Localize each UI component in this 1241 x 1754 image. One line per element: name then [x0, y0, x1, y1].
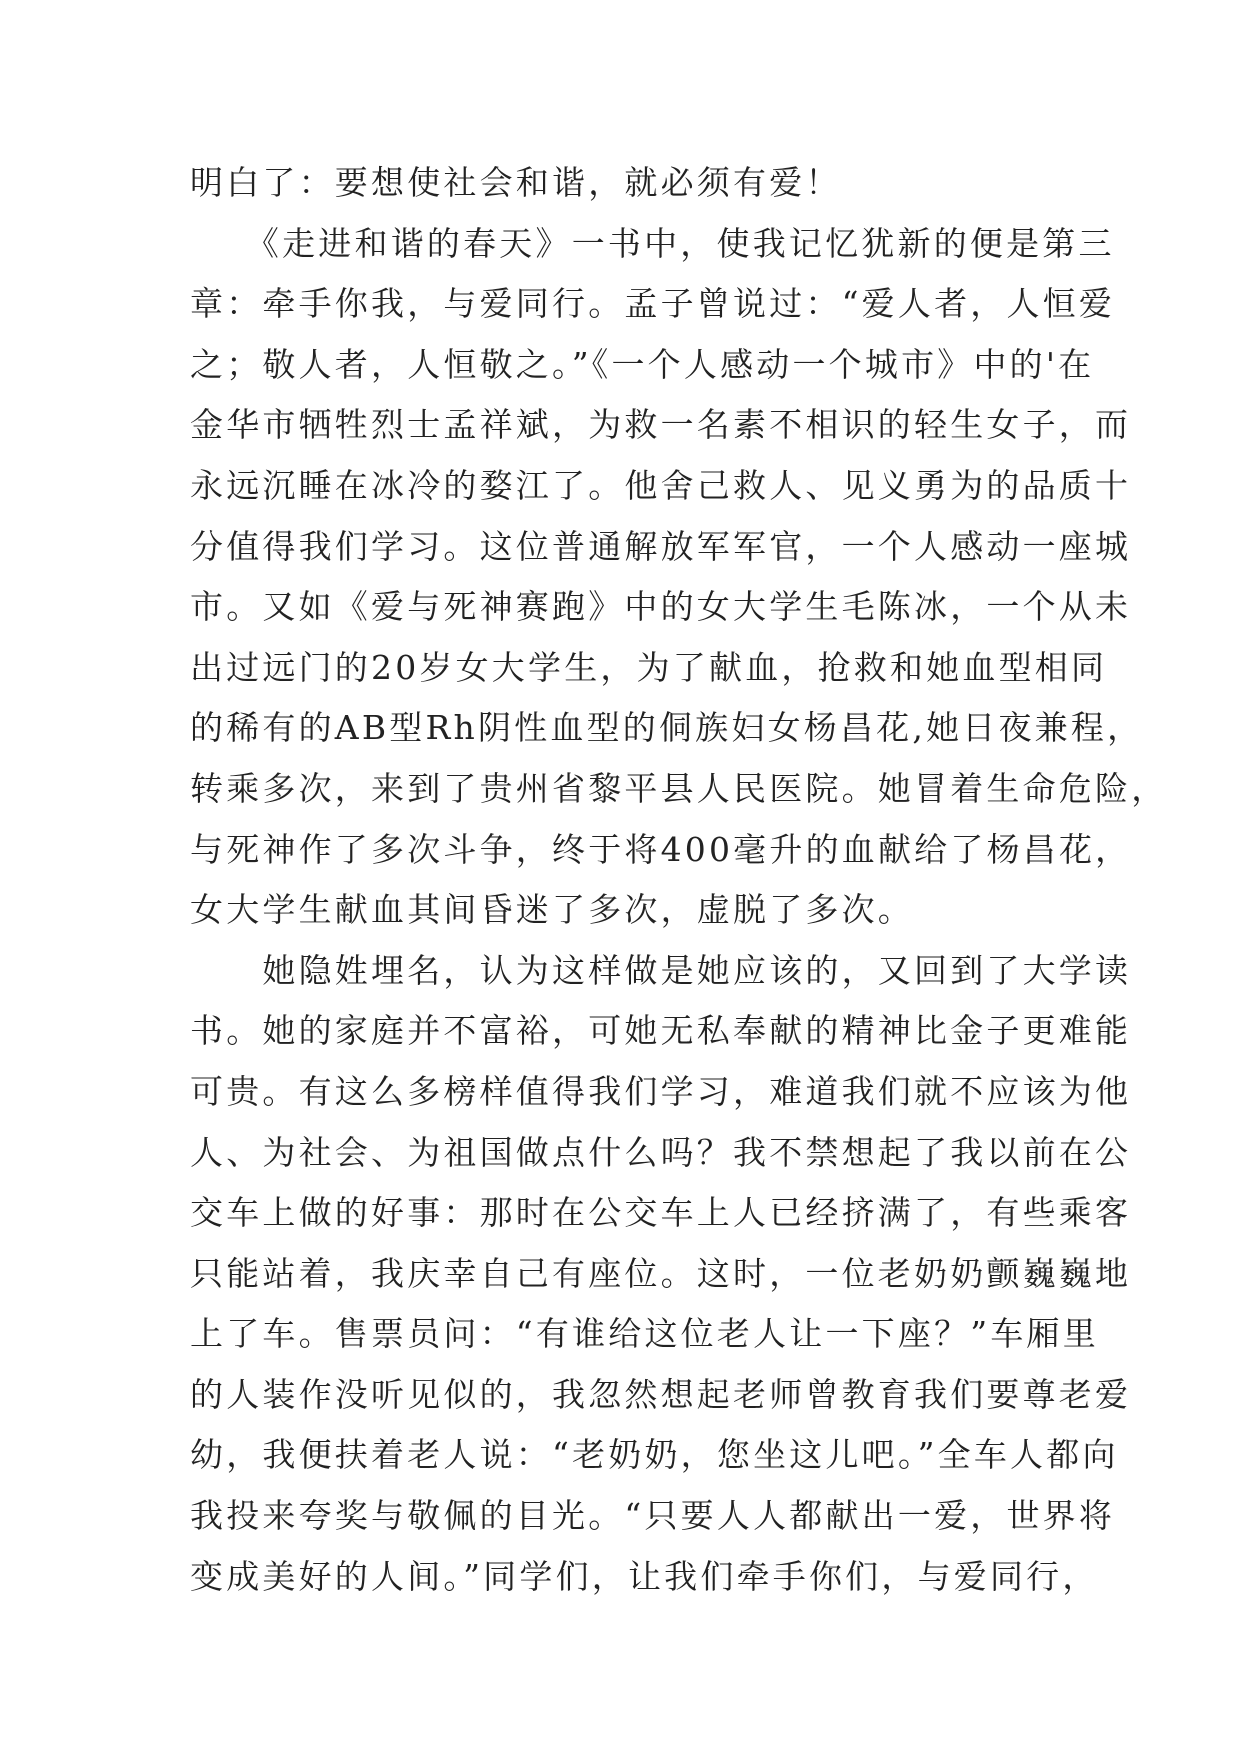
text-line: 永远沉睡在冰冷的婺江了。他舍己救人、见义勇为的品质十 — [190, 465, 1132, 505]
text-line: 分值得我们学习。这位普通解放军军官，一个人感动一座城 — [190, 526, 1132, 566]
text-line: 金华市牺牲烈士孟祥斌，为救一名素不相识的轻生女子，而 — [190, 405, 1132, 445]
text-line: 我投来夸奖与敬佩的目光。“只要人人都献出一爱，世界将 — [190, 1496, 1116, 1536]
body-text — [190, 153, 1168, 1607]
text-line: 明白了：要想使社会和谐，就必须有爱！ — [190, 163, 842, 202]
text-line: 的稀有的AB型Rh阴性血型的侗族妇女杨昌花,她日夜兼程， — [190, 708, 1144, 748]
text-line: 与死神作了多次斗争，终于将400毫升的血献给了杨昌花， — [190, 829, 1132, 869]
text-line: 她隐姓埋名，认为这样做是她应该的，又回到了大学读 — [190, 950, 1132, 990]
text-line: 的人装作没听见似的，我忽然想起老师曾教育我们要尊老爱 — [190, 1374, 1132, 1414]
text-line: 上了车。售票员问：“有谁给这位老人让一下座？”车厢里 — [190, 1314, 1099, 1354]
text-line: 幼，我便扶着老人说：“老奶奶，您坐这儿吧。”全车人都向 — [190, 1435, 1119, 1475]
text-line: 可贵。有这么多榜样值得我们学习，难道我们就不应该为他 — [190, 1071, 1132, 1111]
text-line: 市。又如《爱与死神赛跑》中的女大学生毛陈冰，一个从未 — [190, 587, 1132, 627]
text-line: 转乘多次，来到了贵州省黎平县人民医院。她冒着生命危险， — [190, 768, 1168, 808]
text-line: 交车上做的好事：那时在公交车上人已经挤满了，有些乘客 — [190, 1193, 1132, 1233]
text-line: 人、为社会、为祖国做点什么吗？我不禁想起了我以前在公 — [190, 1132, 1132, 1172]
text-line: 只能站着，我庆幸自己有座位。这时，一位老奶奶颤巍巍地 — [190, 1253, 1132, 1293]
text-line: 章：牵手你我，与爱同行。孟子曾说过：“爱人者，人恒爱 — [190, 284, 1116, 324]
text-line: 之；敬人者，人恒敬之。”《一个人感动一个城市》中的'在 — [190, 344, 1095, 384]
text-line: 变成美好的人间。”同学们，让我们牵手你们，与爱同行， — [190, 1556, 1099, 1596]
text-line: 出过远门的20岁女大学生，为了献血，抢救和她血型相同 — [190, 647, 1108, 687]
text-line: 女大学生献血其间昏迷了多次，虚脱了多次。 — [190, 890, 914, 930]
text-line: 书。她的家庭并不富裕，可她无私奉献的精神比金子更难能 — [190, 1011, 1132, 1051]
text-line: 《走进和谐的春天》一书中，使我记忆犹新的便是第三 — [190, 223, 1115, 263]
